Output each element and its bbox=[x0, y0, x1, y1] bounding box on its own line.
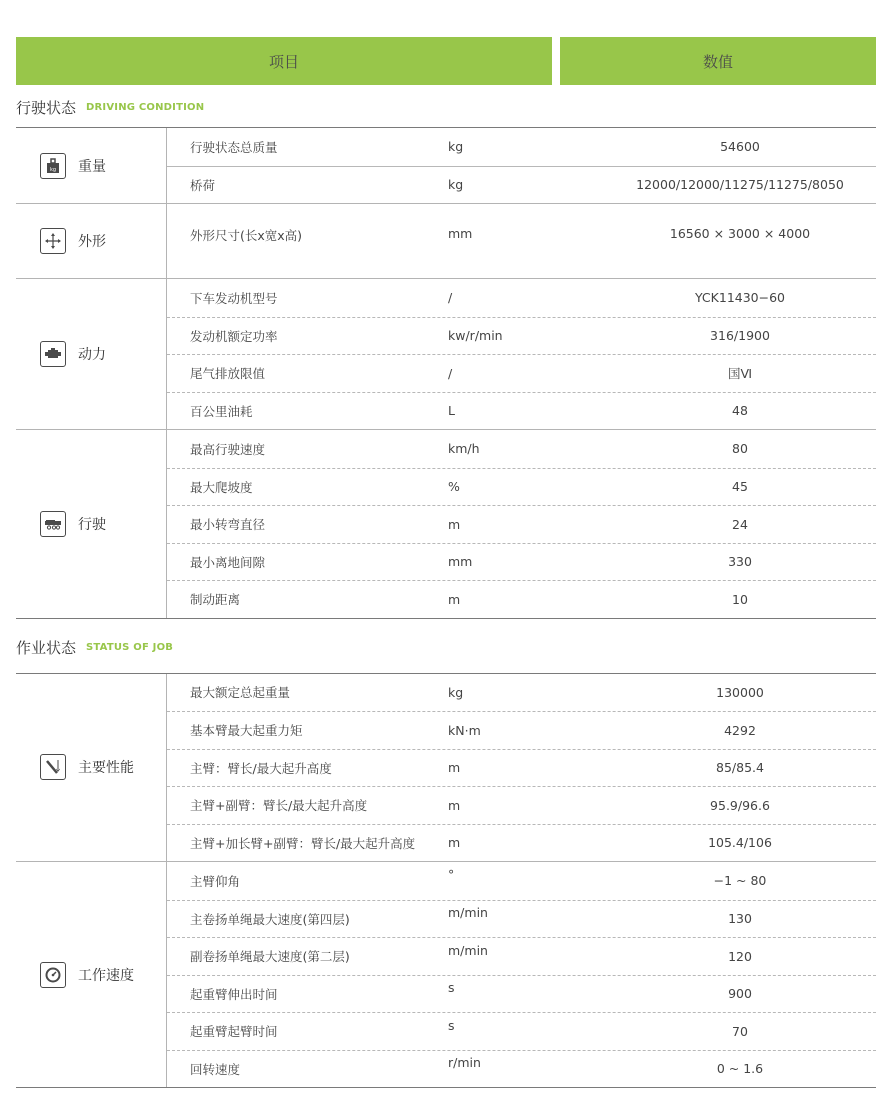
row-item: 最小离地间隙 bbox=[190, 554, 266, 570]
table-row bbox=[167, 711, 876, 749]
row-item: 回转速度 bbox=[190, 1061, 241, 1077]
dimensions-arrows-icon bbox=[40, 228, 66, 254]
row-unit: m bbox=[448, 835, 461, 851]
group-label bbox=[16, 674, 167, 862]
row-unit: kg bbox=[448, 139, 464, 155]
row-unit: kg bbox=[448, 177, 464, 193]
table-row bbox=[167, 786, 876, 824]
header-item-column: 项目 bbox=[16, 37, 552, 85]
row-item: 下车发动机型号 bbox=[190, 290, 278, 306]
row-value: 330 bbox=[728, 554, 752, 570]
table-row bbox=[167, 580, 876, 618]
row-item: 副卷扬单绳最大速度(第二层) bbox=[190, 949, 350, 965]
row-unit: r/min bbox=[448, 1055, 481, 1071]
row-value: 国Ⅵ bbox=[727, 366, 753, 382]
scale-icon bbox=[40, 153, 66, 179]
row-item: 百公里油耗 bbox=[190, 403, 253, 419]
row-item: 基本臂最大起重力矩 bbox=[190, 723, 303, 739]
row-unit: ° bbox=[448, 867, 455, 883]
row-value: −1 ~ 80 bbox=[713, 873, 767, 889]
table-row bbox=[167, 317, 876, 355]
group-rows bbox=[167, 862, 876, 1087]
table-header bbox=[16, 37, 876, 85]
group-weight bbox=[16, 128, 876, 203]
table-row bbox=[167, 1050, 876, 1088]
row-item: 主臂+副臂：臂长/最大起升高度 bbox=[190, 798, 368, 814]
group-label bbox=[16, 430, 167, 618]
row-item: 主臂仰角 bbox=[190, 873, 241, 889]
job-table bbox=[16, 673, 876, 1089]
group-label bbox=[16, 862, 167, 1087]
row-item: 主臂：臂长/最大起升高度 bbox=[190, 760, 332, 776]
table-row bbox=[167, 505, 876, 543]
group-working-speed bbox=[16, 861, 876, 1087]
group-main-performance bbox=[16, 674, 876, 862]
row-item: 外形尺寸(长x宽x高) bbox=[190, 228, 303, 243]
row-unit: m/min bbox=[448, 905, 488, 921]
row-unit: m bbox=[448, 760, 461, 776]
row-value: 120 bbox=[728, 948, 752, 964]
table-row bbox=[167, 279, 876, 317]
table-row bbox=[167, 674, 876, 712]
section-title-en: STATUS OF JOB bbox=[86, 642, 174, 653]
table-row bbox=[167, 543, 876, 581]
table-row bbox=[167, 204, 876, 278]
row-unit: m bbox=[448, 591, 461, 607]
row-unit: kw/r/min bbox=[448, 328, 503, 344]
row-unit: % bbox=[448, 479, 460, 495]
row-value: 4292 bbox=[724, 722, 756, 738]
group-rows bbox=[167, 128, 876, 203]
row-value: 85/85.4 bbox=[716, 760, 764, 776]
row-item: 发动机额定功率 bbox=[190, 328, 278, 344]
row-value: 24 bbox=[732, 516, 748, 532]
row-item: 制动距离 bbox=[190, 592, 241, 608]
table-row bbox=[167, 354, 876, 392]
group-name: 动力 bbox=[78, 347, 106, 363]
section-title-job bbox=[16, 619, 876, 673]
row-item: 起重臂起臂时间 bbox=[190, 1024, 278, 1040]
row-unit: s bbox=[448, 1017, 455, 1033]
row-value: 16560 × 3000 × 4000 bbox=[669, 226, 811, 241]
row-value: 45 bbox=[732, 479, 748, 495]
row-item: 主臂+加长臂+副臂：臂长/最大起升高度 bbox=[190, 835, 416, 851]
row-value: 316/1900 bbox=[710, 328, 770, 344]
section-title-zh: 作业状态 bbox=[16, 639, 77, 657]
row-value: 0 ~ 1.6 bbox=[716, 1061, 764, 1077]
group-driving bbox=[16, 429, 876, 618]
row-unit: / bbox=[448, 290, 453, 306]
engine-icon bbox=[40, 341, 66, 367]
table-row bbox=[167, 128, 876, 166]
row-unit: kN·m bbox=[448, 722, 481, 738]
table-row bbox=[167, 468, 876, 506]
row-value: YCK11430−60 bbox=[694, 290, 786, 306]
row-item: 桥荷 bbox=[190, 177, 216, 193]
table-row bbox=[167, 975, 876, 1013]
group-name: 重量 bbox=[78, 158, 106, 175]
group-name: 主要性能 bbox=[78, 760, 134, 777]
row-item: 最高行驶速度 bbox=[190, 441, 266, 457]
spec-sheet bbox=[16, 37, 876, 1088]
row-value: 900 bbox=[728, 986, 752, 1002]
table-row bbox=[167, 166, 876, 204]
row-value: 54600 bbox=[720, 139, 760, 155]
row-value: 70 bbox=[732, 1023, 748, 1039]
row-item: 最大额定总起重量 bbox=[190, 685, 291, 701]
table-row bbox=[167, 862, 876, 900]
table-row bbox=[167, 749, 876, 787]
group-rows bbox=[167, 674, 876, 862]
header-value-column: 数值 bbox=[560, 37, 876, 85]
table-row bbox=[167, 937, 876, 975]
row-value: 130000 bbox=[716, 684, 764, 700]
group-shape bbox=[16, 203, 876, 278]
row-unit: / bbox=[448, 365, 453, 381]
section-title-driving bbox=[16, 85, 876, 127]
group-label bbox=[16, 204, 167, 278]
section-title-zh: 行驶状态 bbox=[16, 98, 77, 117]
row-item: 主卷扬单绳最大速度(第四层) bbox=[190, 911, 350, 927]
row-unit: s bbox=[448, 980, 455, 996]
row-value: 95.9/96.6 bbox=[710, 797, 770, 813]
group-power bbox=[16, 278, 876, 429]
row-unit: m/min bbox=[448, 942, 488, 958]
table-row bbox=[167, 392, 876, 430]
row-item: 最大爬坡度 bbox=[190, 479, 253, 495]
crane-boom-icon bbox=[40, 754, 66, 780]
row-unit: m bbox=[448, 516, 461, 532]
row-value: 130 bbox=[728, 911, 752, 927]
row-unit: mm bbox=[448, 554, 473, 570]
driving-table bbox=[16, 127, 876, 619]
group-rows bbox=[167, 279, 876, 429]
svg-text:kg: kg bbox=[49, 166, 57, 173]
group-rows bbox=[167, 430, 876, 618]
group-label bbox=[16, 128, 167, 203]
group-name: 外形 bbox=[78, 234, 106, 250]
row-value: 12000/12000/11275/11275/8050 bbox=[636, 177, 844, 193]
row-unit: kg bbox=[448, 684, 464, 700]
row-value: 48 bbox=[732, 403, 748, 419]
row-unit: m bbox=[448, 797, 461, 813]
row-item: 最小转弯直径 bbox=[190, 517, 266, 533]
row-value: 80 bbox=[732, 441, 748, 457]
truck-icon bbox=[40, 511, 66, 537]
speed-dial-icon bbox=[40, 962, 66, 988]
table-row bbox=[167, 430, 876, 468]
row-value: 105.4/106 bbox=[708, 835, 772, 851]
row-unit: km/h bbox=[448, 441, 480, 457]
group-name: 工作速度 bbox=[78, 967, 134, 984]
row-item: 行驶状态总质量 bbox=[190, 139, 278, 155]
row-item: 起重臂伸出时间 bbox=[190, 986, 278, 1002]
row-unit: mm bbox=[448, 226, 473, 241]
group-label bbox=[16, 279, 167, 429]
table-row bbox=[167, 1012, 876, 1050]
group-name: 行驶 bbox=[78, 516, 106, 533]
row-item: 尾气排放限值 bbox=[190, 366, 266, 382]
row-unit: L bbox=[448, 403, 455, 419]
section-title-en: DRIVING CONDITION bbox=[86, 101, 205, 113]
table-row bbox=[167, 824, 876, 862]
row-value: 10 bbox=[732, 591, 748, 607]
group-rows bbox=[167, 204, 876, 278]
table-row bbox=[167, 900, 876, 938]
